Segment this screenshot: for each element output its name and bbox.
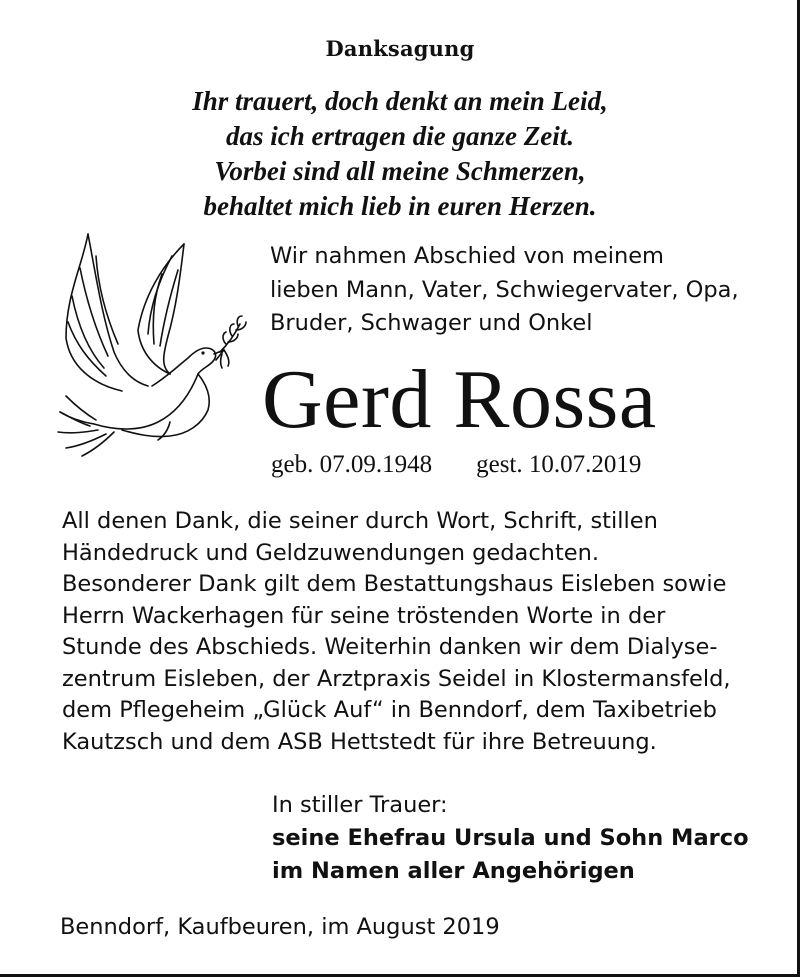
mourning-label: In stiller Trauer:: [272, 792, 448, 818]
notice-title: Danksagung: [325, 36, 475, 61]
birth-date: geb. 07.09.1948: [271, 451, 433, 478]
poem-line: Vorbei sind all meine Schmerzen,: [214, 156, 586, 186]
thanks-line: All denen Dank, die seiner durch Wort, Schrift, stillen: [62, 508, 658, 534]
thanks-line: Herrn Wackerhagen für seine tröstenden Worte in der: [62, 602, 666, 629]
place-and-date: Benndorf, Kaufbeuren, im August 2019: [60, 914, 500, 940]
thanks-line: dem Pflegeheim „Glück Auf“ in Benndorf, dem Taxibetrieb: [62, 697, 717, 723]
mourner-line: im Namen aller Angehörigen: [272, 858, 635, 884]
life-dates: [271, 450, 641, 480]
poem: [0, 84, 800, 224]
thanks-line: Stunde des Abschieds. Weiterhin danken wir dem Dialyse-: [62, 634, 718, 660]
poem-line: behaltet mich lieb in euren Herzen.: [203, 191, 597, 221]
intro-line: Wir nahmen Abschied von meinem: [270, 243, 664, 269]
poem-line: das ich ertragen die ganze Zeit.: [226, 121, 574, 151]
intro-line: lieben Mann, Vater, Schwiegervater, Opa,: [270, 276, 739, 303]
death-date: gest. 10.07.2019: [476, 451, 642, 478]
mourner-line: seine Ehefrau Ursula und Sohn Marco: [272, 825, 749, 851]
thanks-line: zentrum Eisleben, der Arztpraxis Seidel in Klostermansfeld,: [62, 665, 731, 692]
thanks-line: Händedruck und Geldzuwendungen gedachten.: [62, 539, 600, 566]
thanks-paragraph: [62, 506, 731, 758]
mourners-block: [272, 789, 749, 888]
thanks-line: Besonderer Dank gilt dem Bestattungshaus Eisleben sowie: [62, 571, 727, 597]
deceased-name: Gerd Rossa: [262, 353, 657, 446]
farewell-intro: [270, 240, 739, 341]
poem-line: Ihr trauert, doch denkt an mein Leid,: [192, 86, 608, 116]
intro-line: Bruder, Schwager und Onkel: [270, 310, 593, 336]
dove-with-olive-branch-icon: [52, 226, 252, 458]
thanks-line: Kautzsch und dem ASB Hettstedt für ihre Betreuung.: [62, 728, 657, 755]
